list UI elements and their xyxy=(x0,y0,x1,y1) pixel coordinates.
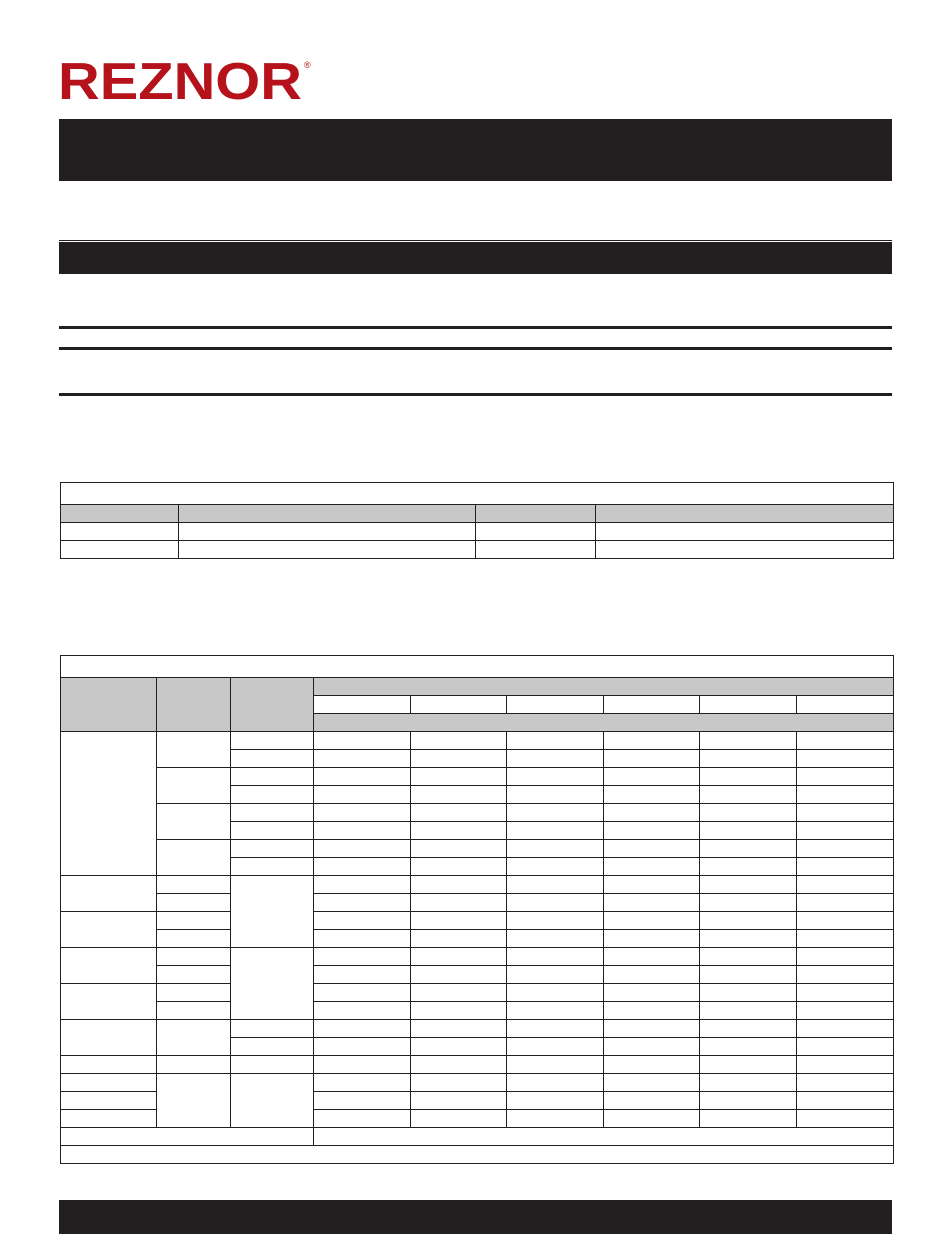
table-cell xyxy=(61,984,157,1020)
table-cell xyxy=(61,541,179,559)
table-cell xyxy=(700,1020,797,1038)
table-cell xyxy=(604,894,700,912)
table-cell xyxy=(231,1038,314,1056)
table-row xyxy=(61,1002,894,1020)
table-cell xyxy=(61,912,157,948)
column-subheader xyxy=(314,696,411,714)
table-cell xyxy=(797,840,894,858)
table-cell xyxy=(507,1020,604,1038)
table-cell xyxy=(507,840,604,858)
table-cell xyxy=(157,876,231,894)
table-cell xyxy=(157,912,231,930)
table-cell xyxy=(411,840,507,858)
table-cell xyxy=(797,1110,894,1128)
table-cell xyxy=(797,732,894,750)
table-cell xyxy=(314,1056,411,1074)
table-cell xyxy=(700,966,797,984)
table-cell xyxy=(314,1128,894,1146)
table-cell xyxy=(507,732,604,750)
table-header-row xyxy=(61,505,894,523)
table-cell xyxy=(314,930,411,948)
table-cell xyxy=(61,876,157,912)
table-note-row xyxy=(61,1146,894,1164)
column-subheader xyxy=(507,696,604,714)
table-cell xyxy=(604,1092,700,1110)
table-cell xyxy=(507,930,604,948)
table-cell xyxy=(314,876,411,894)
table-cell xyxy=(411,930,507,948)
table-cell xyxy=(314,894,411,912)
table-cell xyxy=(507,858,604,876)
table-row xyxy=(61,930,894,948)
table-cell xyxy=(700,984,797,1002)
table-cell xyxy=(411,858,507,876)
table-row xyxy=(61,894,894,912)
table-cell xyxy=(411,750,507,768)
table-row xyxy=(61,1020,894,1038)
table-cell xyxy=(231,750,314,768)
table-cell xyxy=(507,1092,604,1110)
table-cell xyxy=(231,1074,314,1128)
table-cell xyxy=(231,804,314,822)
table-cell xyxy=(507,912,604,930)
table-cell xyxy=(700,948,797,966)
table-cell xyxy=(231,822,314,840)
table-cell xyxy=(314,984,411,1002)
table-cell xyxy=(157,1056,231,1074)
table-cell xyxy=(231,858,314,876)
table-cell xyxy=(411,1074,507,1092)
table-cell xyxy=(411,876,507,894)
table-cell xyxy=(604,1002,700,1020)
table-caption-row xyxy=(61,656,894,678)
table-cell xyxy=(411,912,507,930)
table-row xyxy=(61,768,894,786)
column-group-header xyxy=(314,678,894,696)
column-subheader xyxy=(411,696,507,714)
table-row xyxy=(61,1056,894,1074)
table-cell xyxy=(476,523,596,541)
table-row xyxy=(61,948,894,966)
table-cell xyxy=(411,966,507,984)
table-cell xyxy=(604,732,700,750)
table-cell xyxy=(700,1038,797,1056)
column-header xyxy=(596,505,894,523)
table-cell xyxy=(231,876,314,948)
table-row xyxy=(61,541,894,559)
table-cell xyxy=(411,804,507,822)
table-cell xyxy=(314,840,411,858)
table-cell xyxy=(411,786,507,804)
table-cell xyxy=(700,1002,797,1020)
table-cell xyxy=(507,822,604,840)
units-header xyxy=(314,714,894,732)
table-cell xyxy=(604,786,700,804)
table-cell xyxy=(411,894,507,912)
table-cell xyxy=(604,750,700,768)
table-cell xyxy=(157,768,231,804)
table-cell xyxy=(700,1092,797,1110)
table-row xyxy=(61,966,894,984)
table-cell xyxy=(700,732,797,750)
table-cell xyxy=(157,894,231,912)
table-cell xyxy=(604,966,700,984)
table-cell xyxy=(179,541,476,559)
table-cell xyxy=(411,1110,507,1128)
table-body xyxy=(61,732,894,1164)
table-row xyxy=(61,1074,894,1092)
table-cell xyxy=(700,1110,797,1128)
table-cell xyxy=(314,768,411,786)
table-cell xyxy=(604,912,700,930)
table-header-row xyxy=(61,678,894,696)
table-cell xyxy=(604,804,700,822)
table-cell xyxy=(507,1110,604,1128)
table-cell xyxy=(797,966,894,984)
table-cell xyxy=(61,1056,157,1074)
reznor-logo xyxy=(56,56,316,106)
table-cell xyxy=(157,948,231,966)
table-cell xyxy=(411,1020,507,1038)
table-row xyxy=(61,732,894,750)
table-cell xyxy=(157,1002,231,1020)
table-cell xyxy=(411,1002,507,1020)
table-cell xyxy=(411,822,507,840)
table-cell xyxy=(157,840,231,876)
table-cell xyxy=(700,930,797,948)
table-row xyxy=(61,876,894,894)
table-cell xyxy=(604,858,700,876)
table-cell xyxy=(604,984,700,1002)
section-bar-top-line xyxy=(59,240,892,241)
table-cell xyxy=(507,1056,604,1074)
table-cell xyxy=(596,541,894,559)
table-cell xyxy=(314,1038,411,1056)
table-cell xyxy=(61,1110,157,1128)
column-header xyxy=(157,678,231,732)
table-cell xyxy=(797,912,894,930)
table-cell xyxy=(231,1020,314,1038)
table-cell xyxy=(700,750,797,768)
table-caption-row xyxy=(61,483,894,505)
table-cell xyxy=(507,786,604,804)
table-cell xyxy=(314,1002,411,1020)
table-cell xyxy=(700,894,797,912)
table-cell xyxy=(411,1092,507,1110)
table-cell xyxy=(157,930,231,948)
table-cell xyxy=(507,1038,604,1056)
table-cell xyxy=(61,1092,157,1110)
table-cell xyxy=(797,1092,894,1110)
summary-table xyxy=(60,482,894,559)
table-cell xyxy=(797,768,894,786)
table-cell xyxy=(314,822,411,840)
table-cell xyxy=(314,948,411,966)
table-cell xyxy=(604,1056,700,1074)
table-cell xyxy=(411,768,507,786)
table-cell xyxy=(231,948,314,1020)
table-cell xyxy=(411,1038,507,1056)
table-cell xyxy=(314,804,411,822)
table-cell xyxy=(314,786,411,804)
table-cell xyxy=(314,750,411,768)
table-cell xyxy=(61,948,157,984)
table-cell xyxy=(411,732,507,750)
table-cell xyxy=(507,804,604,822)
table-cell xyxy=(700,822,797,840)
table-cell xyxy=(507,894,604,912)
column-header xyxy=(231,678,314,732)
column-header xyxy=(179,505,476,523)
horizontal-rule xyxy=(59,347,892,350)
section-header-bar xyxy=(59,242,892,274)
column-subheader xyxy=(700,696,797,714)
table-cell xyxy=(604,1074,700,1092)
table-caption xyxy=(61,656,894,678)
table-cell xyxy=(411,984,507,1002)
horizontal-rule xyxy=(59,393,892,396)
table-cell xyxy=(314,858,411,876)
table-cell xyxy=(61,732,157,876)
table-cell xyxy=(179,523,476,541)
table-cell xyxy=(157,1074,231,1128)
table-cell xyxy=(314,912,411,930)
table-cell xyxy=(314,732,411,750)
table-cell xyxy=(231,732,314,750)
table-cell xyxy=(157,1020,231,1056)
table-cell xyxy=(507,750,604,768)
table-cell xyxy=(604,930,700,948)
table-cell xyxy=(797,930,894,948)
table-cell xyxy=(314,1092,411,1110)
table-cell xyxy=(61,1128,314,1146)
table-cell xyxy=(61,1020,157,1056)
table-cell xyxy=(797,804,894,822)
table-cell xyxy=(604,768,700,786)
title-banner xyxy=(59,119,892,181)
logo-text: REZNOR xyxy=(58,56,302,106)
table-cell xyxy=(797,894,894,912)
column-subheader xyxy=(797,696,894,714)
table-cell xyxy=(314,1074,411,1092)
column-header xyxy=(476,505,596,523)
column-subheader xyxy=(604,696,700,714)
table-cell xyxy=(507,966,604,984)
table-cell xyxy=(797,786,894,804)
table-cell xyxy=(61,1074,157,1092)
table-cell xyxy=(797,948,894,966)
table-cell xyxy=(157,804,231,840)
table-cell xyxy=(231,786,314,804)
table-cell xyxy=(604,1110,700,1128)
table-cell xyxy=(314,1110,411,1128)
table-cell xyxy=(507,876,604,894)
table-cell xyxy=(231,1056,314,1074)
table-cell xyxy=(507,948,604,966)
table-cell xyxy=(507,1074,604,1092)
table-cell xyxy=(797,750,894,768)
table-cell xyxy=(604,822,700,840)
table-row xyxy=(61,912,894,930)
table-cell xyxy=(507,984,604,1002)
table-cell xyxy=(700,804,797,822)
table-cell xyxy=(314,1020,411,1038)
table-row xyxy=(61,840,894,858)
table-cell xyxy=(61,1146,894,1164)
column-header xyxy=(61,678,157,732)
table-cell xyxy=(797,1002,894,1020)
table-cell xyxy=(700,876,797,894)
table-cell xyxy=(596,523,894,541)
table-cell xyxy=(314,966,411,984)
table-cell xyxy=(157,966,231,984)
table-cell xyxy=(604,840,700,858)
table-cell xyxy=(61,523,179,541)
table-cell xyxy=(700,840,797,858)
horizontal-rule xyxy=(59,326,892,329)
table-cell xyxy=(604,1020,700,1038)
table-cell xyxy=(604,948,700,966)
table-cell xyxy=(507,768,604,786)
table-cell xyxy=(476,541,596,559)
table-cell xyxy=(797,858,894,876)
table-cell xyxy=(604,1038,700,1056)
table-caption xyxy=(61,483,894,505)
table-cell xyxy=(797,1074,894,1092)
table-cell xyxy=(231,840,314,858)
table-cell xyxy=(797,1038,894,1056)
table-cell xyxy=(797,1056,894,1074)
column-header xyxy=(61,505,179,523)
table-cell xyxy=(700,786,797,804)
table-cell xyxy=(700,768,797,786)
table-row xyxy=(61,804,894,822)
table-row xyxy=(61,984,894,1002)
table-cell xyxy=(797,822,894,840)
table-cell xyxy=(604,876,700,894)
table-cell xyxy=(700,1056,797,1074)
table-cell xyxy=(507,1002,604,1020)
table-cell xyxy=(700,1074,797,1092)
table-cell xyxy=(797,876,894,894)
footer-bar xyxy=(59,1200,892,1234)
specifications-table xyxy=(60,655,894,1164)
table-cell xyxy=(411,1056,507,1074)
table-cell xyxy=(797,1020,894,1038)
table-cell xyxy=(157,984,231,1002)
registered-mark: ® xyxy=(304,60,311,70)
table-note-row xyxy=(61,1128,894,1146)
table-cell xyxy=(700,912,797,930)
table-cell xyxy=(700,858,797,876)
table-row xyxy=(61,523,894,541)
table-cell xyxy=(231,768,314,786)
table-cell xyxy=(797,984,894,1002)
table-cell xyxy=(411,948,507,966)
table-cell xyxy=(157,732,231,768)
